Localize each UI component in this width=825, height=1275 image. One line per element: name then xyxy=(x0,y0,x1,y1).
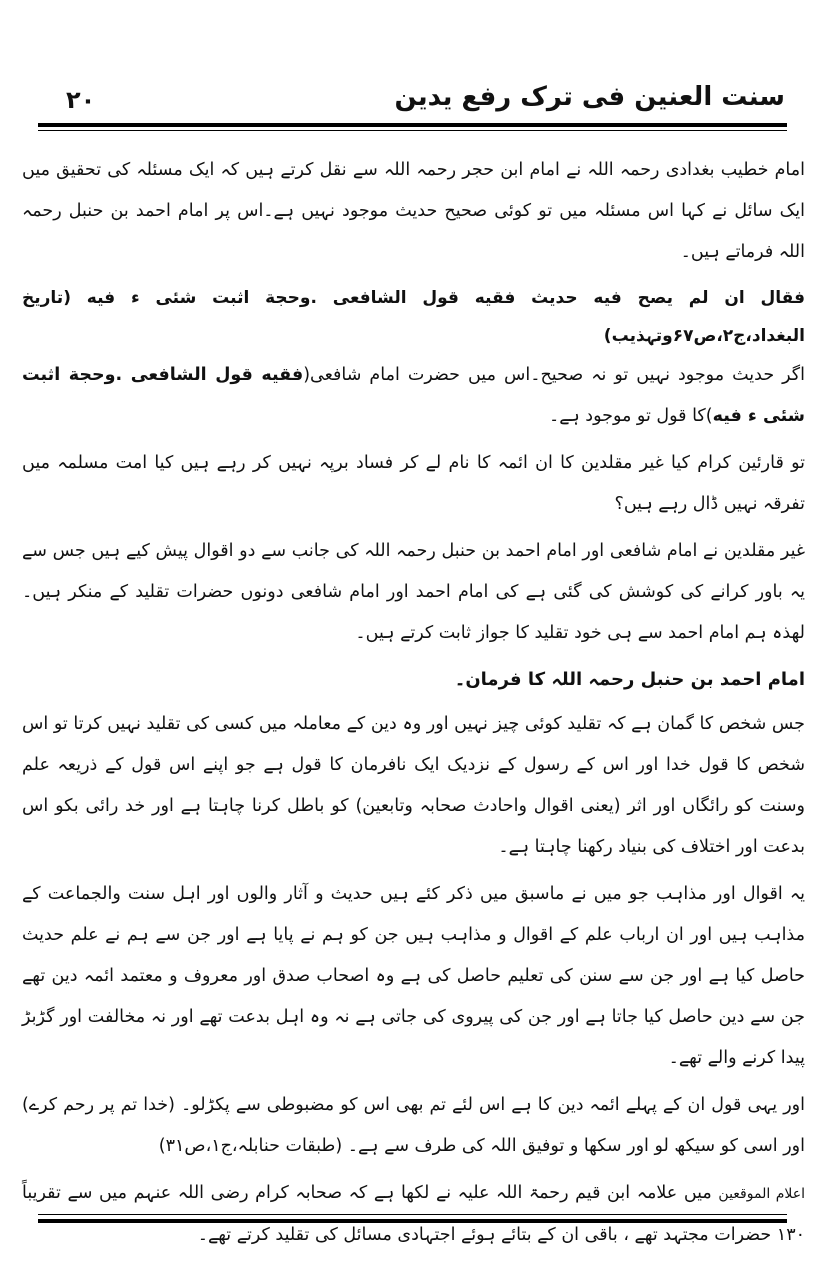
page-number: ۲۰ xyxy=(66,86,96,114)
paragraph-8: اور یہی قول ان کے پہلے ائمہ دین کا ہے اس لئے تم بھی اس کو مضبوطی سے پکڑلو۔ (خدا تم پر رحم کرے) اور اسی کو سیکھ لو اور سکھا و توفیق اللہ کی طرف سے ہے۔ (طبقات حنابلہ،ج۱،ص۳۱) xyxy=(22,1095,805,1156)
footer-rule-thick xyxy=(38,1219,787,1223)
paragraph-3-arabic-inline: فقیه قول الشافعی .وحجة اثبت شئی ء فیه xyxy=(22,365,805,426)
paragraph-9-text: میں علامہ ابن قیم رحمۃ اللہ علیہ نے لکھا ہے کہ صحابہ کرام رضی اللہ عنہم میں سے تقریباً ۱۳۰ حضرات مجتہد تھے ، باقی ان کے بتائے ہوئے اجتہادی مسائل کی تقلید کرتے تھے۔ xyxy=(22,1183,805,1245)
paragraph-1: امام خطیب بغدادی رحمہ اللہ نے امام ابن حجر رحمہ اللہ سے نقل کرتے ہیں کہ ایک مسئلہ کی تحقیق میں ایک سائل نے کہا اس مسئلہ میں تو کوئی صحیح حدیث موجود نہیں ہے۔اس پر امام احمد بن حنبل رحمہ اللہ فرماتے ہیں۔ xyxy=(22,160,805,262)
header-rule-thick xyxy=(38,123,787,127)
paragraph-3-text-a: اگر حدیث موجود نہیں تو نہ صحیح۔اس میں حضرت امام شافعی( xyxy=(303,365,806,385)
paragraph-3 xyxy=(22,355,805,437)
running-header-title: سنت العنین فی ترک رفع یدین xyxy=(394,82,785,112)
header-rule-thin xyxy=(38,130,787,131)
paragraph-7: یہ اقوال اور مذاہب جو میں نے ماسبق میں ذکر کئے ہیں حدیث و آثار والوں اور اہل سنت والجماعت کے مذاہب ہیں اور ان ارباب علم کے اقوال و مذاہب ہیں جن کو ہم نے پایا ہے اور جن سے ہم نے علم حدیث حاصل کیا ہے اور جن سے سنن کی تعلیم حاصل کی ہے وہ اصحاب صدق اور معروف و معتمد ائمہ دین تھے جن سے دین حاصل کیا جاتا ہے اور جن کی پیروی کی جاتی ہے نہ وہ اہل بدعت تھے اور نہ مخالفت اور گڑبڑ پیدا کرنے والے تھے۔ xyxy=(22,884,805,1068)
section-heading: امام احمد بن حنبل رحمہ اللہ کا فرمان۔ xyxy=(454,669,805,690)
paragraph-5: غیر مقلدین نے امام شافعی اور امام احمد بن حنبل رحمہ اللہ کی جانب سے دو اقوال پیش کیے ہیں جس سے یہ باور کرانے کی کوشش کی گئی ہے کی امام احمد اور امام شافعی دونوں حضرات تقلید کے منکر ہیں۔لھذہ ہم امام احمد سے ہی خود تقلید کا جواز ثابت کرتے ہیں۔ xyxy=(22,541,805,643)
footer-rule-thin xyxy=(38,1214,787,1215)
page-body xyxy=(22,150,805,1262)
paragraph-6: جس شخص کا گمان ہے کہ تقلید کوئی چیز نہیں اور وہ دین کے معاملہ میں کسی کی تقلید نہیں کرتا تو اس شخص کا قول خدا اور اس کے رسول کے نزدیک ایک نافرمان کا قول ہے جو اپنے اس قول کے ذریعہ علم وسنت کو رائگاں اور اثر (یعنی اقوال واحادث صحابہ وتابعین) کو باطل کرنا چاہتا ہے اور خد رائی بکو اس بدعت اور اختلاف کی بنیاد رکھنا چاہتا ہے۔ xyxy=(22,714,805,857)
paragraph-4: تو قارئین کرام کیا غیر مقلدین کا ان ائمہ کا نام لے کر فساد برپہ نہیں کر رہے ہیں کیا امت مسلمہ میں تفرقہ نہیں ڈال رہے ہیں؟ xyxy=(22,453,805,514)
book-title-inline: اعلام الموقعین xyxy=(718,1186,805,1202)
paragraph-3-text-b: )کا قول تو موجود ہے۔ xyxy=(548,406,713,426)
arabic-quote: فقال ان لم یصح فیه حدیث فقیه قول الشافعی .وحجة اثبت شئی ء فیه (تاریخ البغداد،ج۲،ص۶۷وتہذیب) xyxy=(22,288,805,346)
